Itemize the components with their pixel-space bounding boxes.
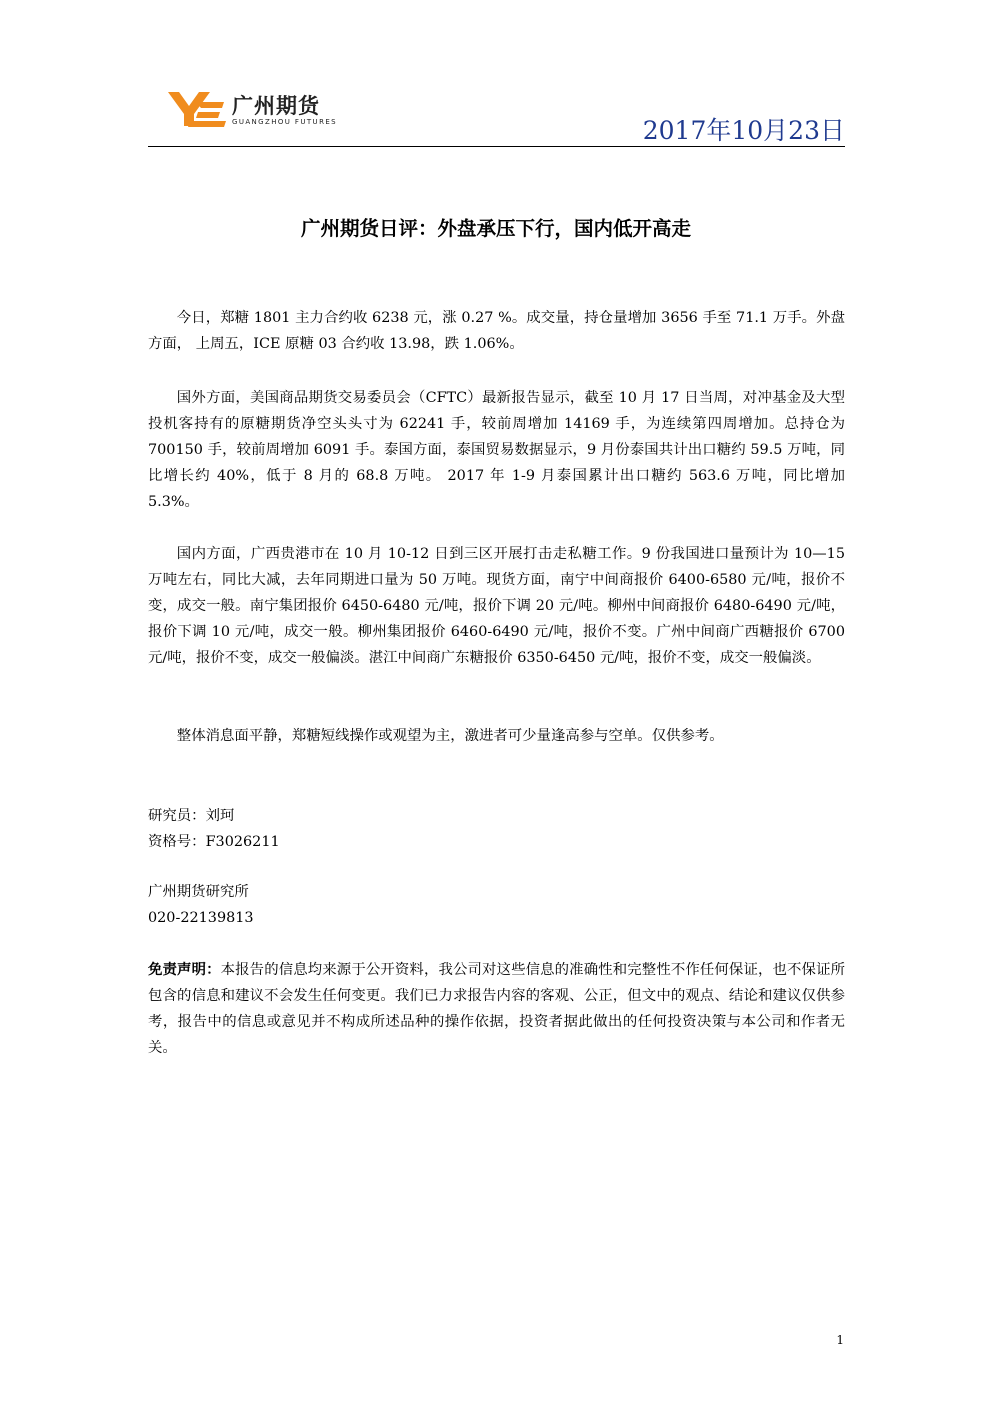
disclaimer-label: 免责声明： <box>148 962 221 978</box>
researcher-license: 资格号：F3026211 <box>148 834 280 850</box>
institute-name: 广州期货研究所 <box>148 884 249 900</box>
institute-info <box>148 879 845 931</box>
researcher-info <box>148 803 845 855</box>
page-header <box>148 80 845 148</box>
institute-phone: 020-22139813 <box>148 910 254 926</box>
logo-chinese-name: 广州期货 <box>232 94 320 118</box>
paragraph-market-summary: 今日，郑糖 1801 主力合约收 6238 元，涨 0.27 %。成交量，持仓量增加 3656 手至 71.1 万手。外盘方面， 上周五，ICE 原糖 03 合约收 13.98，跌 1.06%。 <box>148 310 845 352</box>
header-divider <box>148 146 845 147</box>
page-number: 1 <box>836 1333 844 1347</box>
paragraph-conclusion: 整体消息面平静，郑糖短线操作或观望为主，激进者可少量逢高参与空单。仅供参考。 <box>176 728 724 744</box>
paragraph-overseas: 国外方面，美国商品期货交易委员会（CFTC）最新报告显示，截至 10 月 17 日当周，对冲基金及大型投机客持有的原糖期货净空头头寸为 62241 手，较前周增加 14169 手，为连续第四周增加。总持仓为 700150 手，较前周增加 6091 手。泰国方面，泰国贸易数据显示，9 月份泰国共计出口糖约 59.5 万吨，同比增长约 40%，低于 8 月的 68.8 万吨。 2017 年 1-9 月泰国累计出口糖约 563.6 万吨，同比增加 5.3%。 <box>148 390 845 510</box>
logo-mark-icon <box>168 88 226 128</box>
paragraph-domestic: 国内方面，广西贵港市在 10 月 10-12 日到三区开展打击走私糖工作。9 份我国进口量预计为 10—15 万吨左右，同比大减，去年同期进口量为 50 万吨。现货方面，南宁中间商报价 6400-6580 元/吨，报价不变，成交一般。南宁集团报价 6450-6480 元/吨，报价下调 20 元/吨。柳州中间商报价 6480-6490 元/吨，报价下调 10 元/吨，成交一般。柳州集团报价 6460-6490 元/吨，报价不变。广州中间商广西糖报价 6700 元/吨，报价不变，成交一般偏淡。湛江中间商广东糖报价 6350-6450 元/吨，报价不变，成交一般偏淡。 <box>148 546 845 666</box>
disclaimer <box>148 957 845 1061</box>
researcher-name: 研究员：刘珂 <box>148 808 235 824</box>
company-logo <box>168 88 368 134</box>
report-title: 广州期货日评：外盘承压下行，国内低开高走 <box>300 217 691 240</box>
logo-english-name: GUANGZHOU FUTURES <box>232 118 337 126</box>
disclaimer-text: 本报告的信息均来源于公开资料，我公司对这些信息的准确性和完整性不作任何保证，也不保证所包含的信息和建议不会发生任何变更。我们已力求报告内容的客观、公正，但文中的观点、结论和建议仅供参考，报告中的信息或意见并不构成所述品种的操作依据，投资者据此做出的任何投资决策与本公司和作者无关。 <box>148 962 845 1056</box>
report-date: 2017年10月23日 <box>642 116 845 145</box>
